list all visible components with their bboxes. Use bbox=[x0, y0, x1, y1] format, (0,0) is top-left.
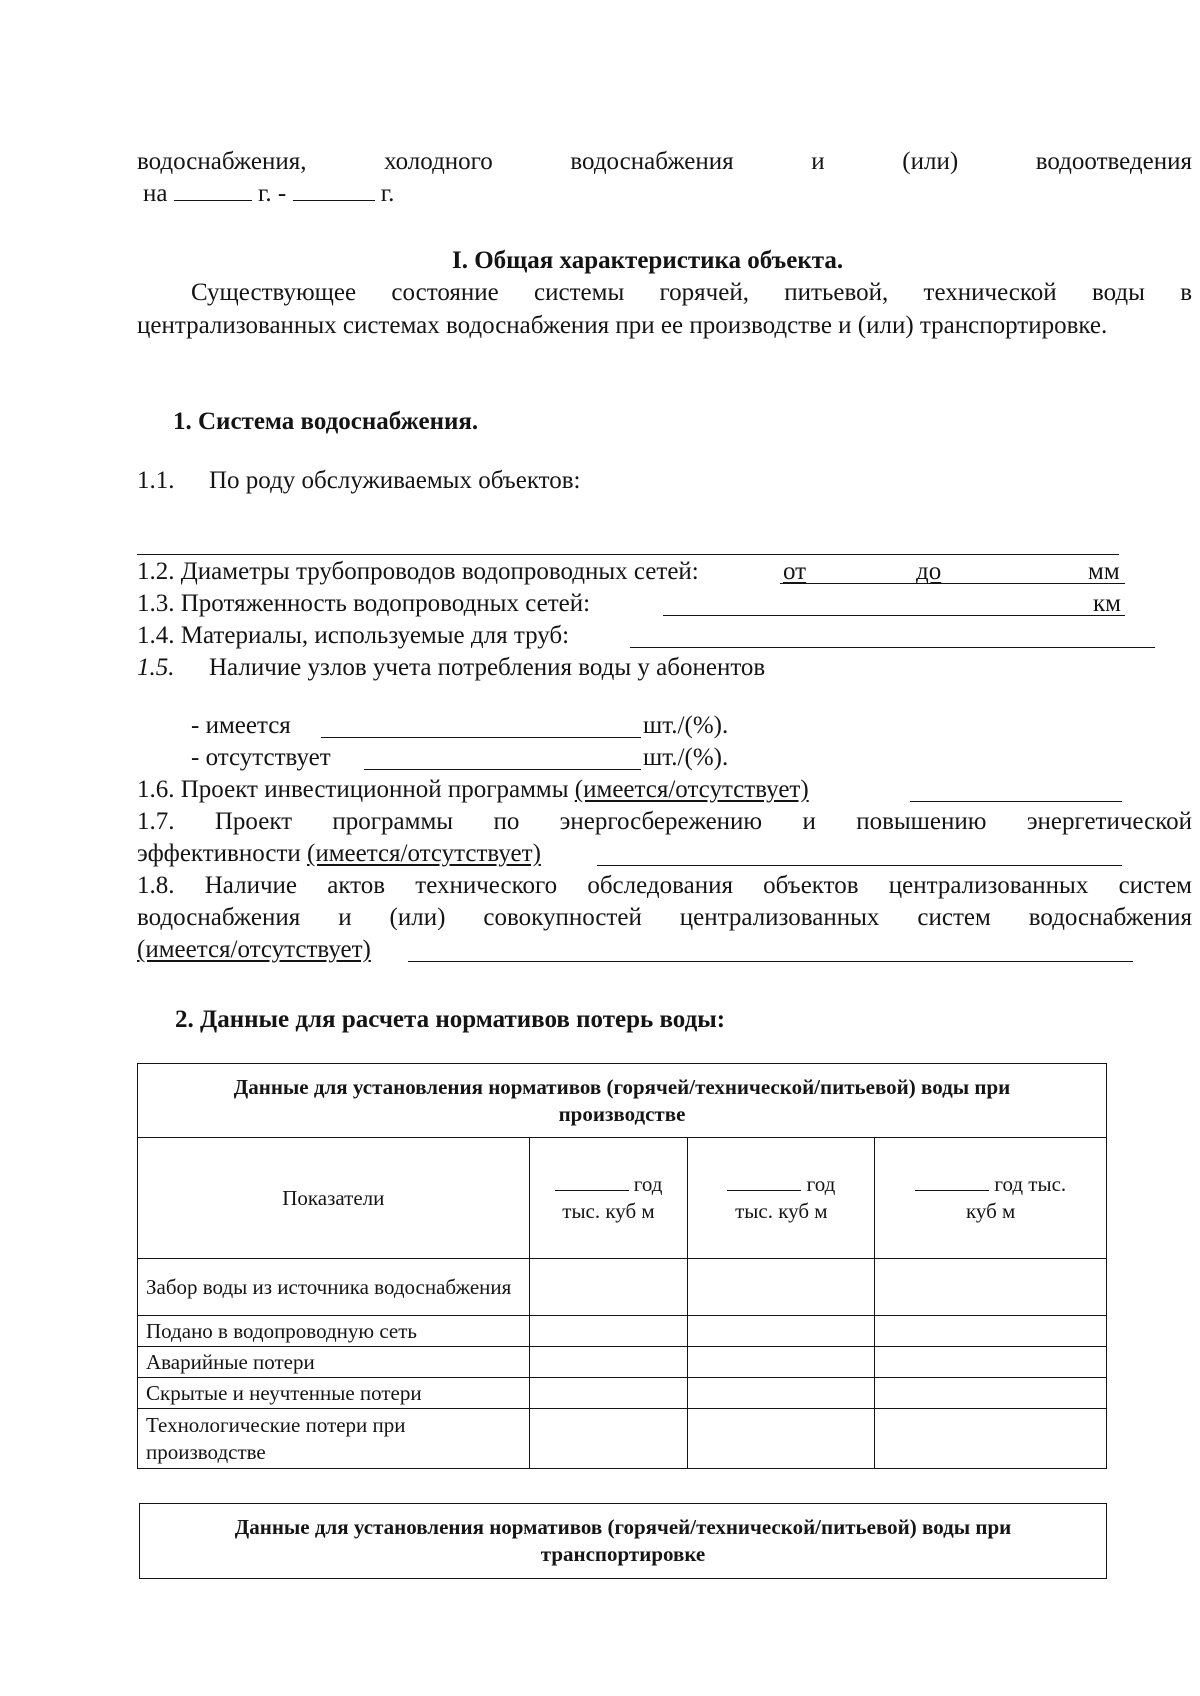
meter-present-unit: шт./(%). bbox=[643, 712, 729, 739]
item-1-5 bbox=[137, 652, 765, 684]
intro-prefix: на bbox=[143, 180, 168, 207]
meter-absent-line[interactable] bbox=[364, 769, 641, 770]
year-3-blank[interactable] bbox=[915, 1172, 989, 1191]
intro-word: холодного bbox=[384, 148, 493, 175]
table-cell[interactable] bbox=[529, 1378, 688, 1409]
meter-present-row bbox=[191, 710, 291, 742]
item-1-2 bbox=[137, 556, 699, 588]
meter-present-line[interactable] bbox=[321, 737, 641, 738]
row-label: Технологические потери при производстве bbox=[138, 1409, 530, 1469]
item-1-1-answer-line[interactable] bbox=[137, 554, 1119, 555]
meter-absent-label: - отсутствует bbox=[191, 744, 331, 771]
year-to-blank[interactable] bbox=[293, 178, 375, 201]
meter-absent-row bbox=[191, 742, 331, 774]
item-1-7-line-2 bbox=[137, 838, 541, 870]
intro-line-2 bbox=[143, 178, 394, 210]
table-row bbox=[138, 1316, 1107, 1347]
item-1-2-to-label: до bbox=[916, 558, 942, 585]
table-row bbox=[138, 1347, 1107, 1378]
item-1-1-text: По роду обслуживаемых объектов: bbox=[209, 467, 581, 494]
table-cell[interactable] bbox=[688, 1409, 875, 1469]
year-3-suffix: год тыс. bbox=[994, 1172, 1067, 1196]
item-1-2-from-label: от bbox=[783, 558, 807, 585]
table-cell[interactable] bbox=[688, 1378, 875, 1409]
table-cell[interactable] bbox=[875, 1347, 1107, 1378]
column-header-indicator: Показатели bbox=[138, 1138, 530, 1259]
item-1-4-answer-line[interactable] bbox=[630, 647, 1155, 648]
item-1-4 bbox=[137, 620, 569, 652]
intro-line-1 bbox=[137, 146, 1192, 178]
table-row bbox=[138, 1378, 1107, 1409]
item-1-2-text: 1.2. Диаметры трубопроводов водопроводных сетей: bbox=[137, 558, 699, 585]
section-paragraph bbox=[137, 277, 1192, 342]
table-cell[interactable] bbox=[688, 1347, 875, 1378]
table-cell[interactable] bbox=[875, 1409, 1107, 1469]
table-cell[interactable] bbox=[688, 1316, 875, 1347]
year-2-suffix: год bbox=[806, 1172, 836, 1196]
section-paragraph-text: Существующее состояние системы горячей, питьевой, технической воды в централизованных системах водоснабжения при ее производстве и (или) транспортировке. bbox=[137, 279, 1192, 339]
row-label: Аварийные потери bbox=[138, 1347, 530, 1378]
table-row bbox=[138, 1409, 1107, 1469]
table-row bbox=[138, 1259, 1107, 1316]
meter-present-label: - имеется bbox=[191, 712, 291, 739]
intro-word: (или) bbox=[902, 148, 959, 175]
year-2-unit: тыс. куб м bbox=[735, 1199, 828, 1223]
intro-mid: г. - bbox=[257, 180, 287, 207]
item-1-7-option[interactable]: (имеется/отсутствует) bbox=[307, 840, 541, 867]
production-losses-table bbox=[137, 1063, 1107, 1469]
table-cell[interactable] bbox=[529, 1409, 688, 1469]
item-1-2-unit: мм bbox=[1088, 558, 1120, 585]
item-1-3 bbox=[137, 588, 590, 620]
item-1-3-text: 1.3. Протяженность водопроводных сетей: bbox=[137, 590, 591, 617]
intro-word: водоснабжения, bbox=[137, 148, 307, 175]
column-header-year-2 bbox=[688, 1138, 875, 1259]
row-label: Скрытые и неучтенные потери bbox=[138, 1378, 530, 1409]
table-cell[interactable] bbox=[688, 1259, 875, 1316]
transport-table-caption: Данные для установления нормативов (горячей/технической/питьевой) воды при транспортировке bbox=[140, 1504, 1107, 1579]
intro-suffix: г. bbox=[380, 180, 395, 207]
table-cell[interactable] bbox=[875, 1259, 1107, 1316]
item-1-8-option[interactable]: (имеется/отсутствует) bbox=[137, 936, 371, 963]
item-1-8-line-2 bbox=[137, 902, 1192, 934]
item-1-1 bbox=[137, 465, 580, 497]
year-2-blank[interactable] bbox=[727, 1172, 801, 1191]
meter-absent-unit: шт./(%). bbox=[643, 744, 729, 771]
intro-word: водоснабжения bbox=[570, 148, 734, 175]
item-1-7-text: 1.7. Проект программы по энергосбережению и повышению энергетической bbox=[137, 808, 1192, 835]
transport-losses-table bbox=[139, 1503, 1107, 1579]
year-from-blank[interactable] bbox=[174, 178, 252, 201]
table-cell[interactable] bbox=[529, 1259, 688, 1316]
item-1-6 bbox=[137, 774, 809, 806]
column-header-year-3 bbox=[875, 1138, 1107, 1259]
year-1-unit: тыс. куб м bbox=[562, 1199, 655, 1223]
year-3-unit: куб м bbox=[965, 1199, 1016, 1223]
intro-word: и bbox=[811, 148, 825, 175]
item-1-5-text: Наличие узлов учета потребления воды у абонентов bbox=[209, 654, 766, 681]
table-cell[interactable] bbox=[529, 1347, 688, 1378]
item-1-6-option[interactable]: (имеется/отсутствует) bbox=[574, 776, 809, 803]
table-header-row bbox=[138, 1138, 1107, 1259]
item-1-8-text-1: 1.8. Наличие актов технического обследования объектов централизованных систем bbox=[137, 872, 1192, 899]
item-1-4-text: 1.4. Материалы, используемые для труб: bbox=[137, 622, 570, 649]
table-caption-row bbox=[140, 1504, 1107, 1579]
item-1-7-text-2: эффективности bbox=[137, 840, 301, 867]
item-1-8-line-3 bbox=[137, 934, 371, 966]
item-1-2-answer-line[interactable] bbox=[780, 583, 1125, 584]
section-title: I. Общая характеристика объекта. bbox=[452, 247, 844, 274]
table-cell[interactable] bbox=[529, 1316, 688, 1347]
column-header-year-1 bbox=[529, 1138, 688, 1259]
item-1-8-line-1 bbox=[137, 870, 1192, 902]
item-1-8-text-2: водоснабжения и (или) совокупностей централизованных систем водоснабжения bbox=[137, 904, 1192, 931]
item-1-8-answer-line[interactable] bbox=[408, 961, 1133, 962]
row-label: Подано в водопроводную сеть bbox=[138, 1316, 530, 1347]
subsection-2-title: 2. Данные для расчета нормативов потерь воды: bbox=[175, 1006, 726, 1033]
year-1-blank[interactable] bbox=[555, 1172, 629, 1191]
item-1-7-line-1 bbox=[137, 806, 1192, 838]
table-cell[interactable] bbox=[875, 1378, 1107, 1409]
production-table-caption: Данные для установления нормативов (горячей/технической/питьевой) воды при производстве bbox=[138, 1064, 1107, 1138]
item-1-6-answer-line[interactable] bbox=[910, 801, 1122, 802]
item-1-1-number: 1.1. bbox=[137, 467, 175, 494]
subsection-1-title: 1. Система водоснабжения. bbox=[173, 408, 479, 435]
item-1-5-number: 1.5. bbox=[137, 654, 175, 681]
intro-word: водоотведения bbox=[1035, 148, 1192, 175]
row-label: Забор воды из источника водоснабжения bbox=[138, 1259, 530, 1316]
year-1-suffix: год bbox=[633, 1172, 663, 1196]
table-cell[interactable] bbox=[875, 1316, 1107, 1347]
table-caption-row bbox=[138, 1064, 1107, 1138]
item-1-3-answer-line[interactable] bbox=[663, 615, 1125, 616]
item-1-3-unit: км bbox=[1093, 590, 1121, 617]
item-1-6-text: 1.6. Проект инвестиционной программы bbox=[137, 776, 569, 803]
item-1-7-answer-line[interactable] bbox=[597, 865, 1122, 866]
